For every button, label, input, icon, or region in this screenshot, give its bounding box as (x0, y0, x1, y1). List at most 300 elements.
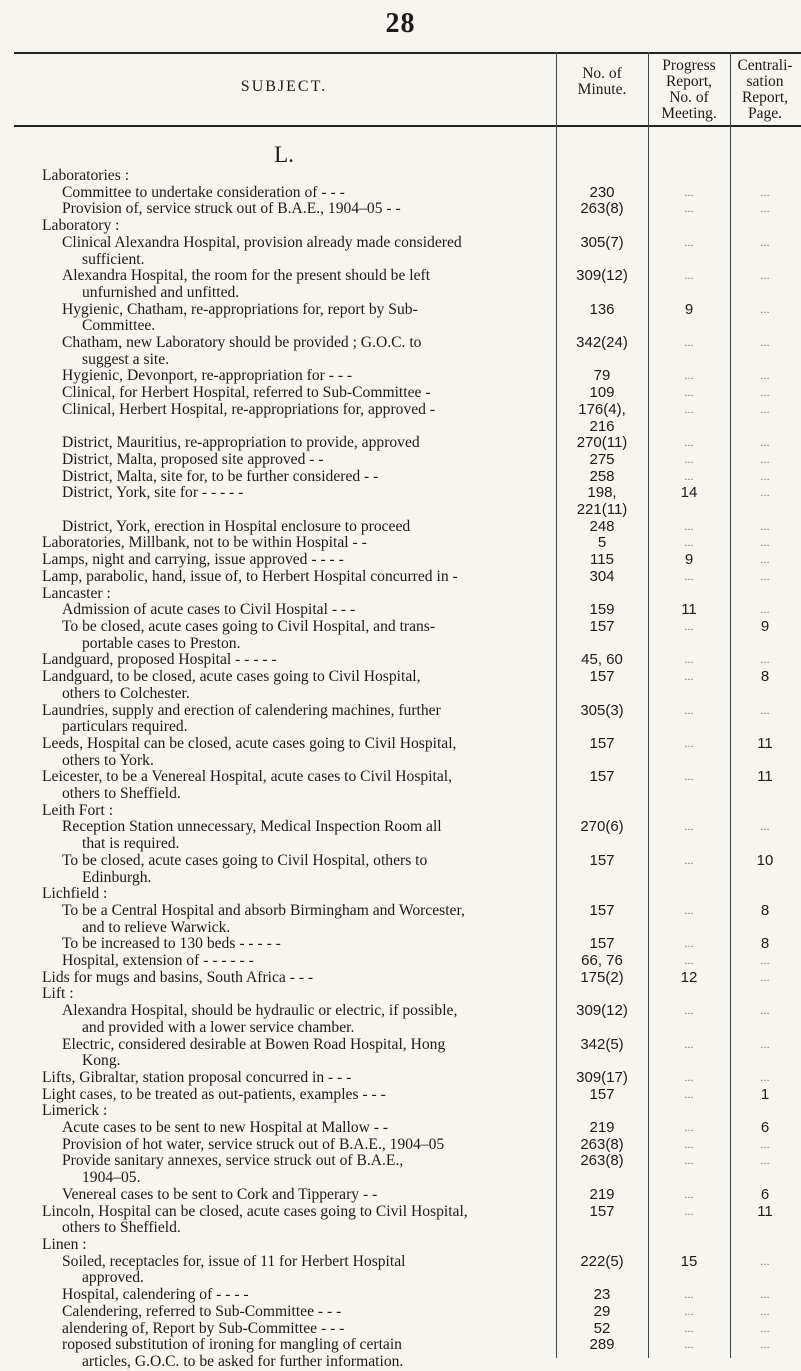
entry-subject-line: District, Mauritius, re-appropriation to provide, approved (62, 434, 420, 452)
minute-number: 222(5) (580, 1252, 624, 1270)
entry-subject-line: Provide sanitary annexes, service struck out of B.A.E., (62, 1152, 404, 1170)
minute-number: 198, (587, 484, 617, 502)
entry-subject-line: To be closed, acute cases going to Civil Hospital, and trans- (62, 617, 436, 635)
centralisation-page: 8 (760, 668, 770, 686)
index-entry (0, 1337, 801, 1370)
progress-report-number: ... (684, 1289, 694, 1302)
centralisation-page: ... (760, 955, 770, 968)
progress-report-number: ... (684, 1088, 694, 1101)
entry-subject-line: Landguard, to be closed, acute cases going to Civil Hospital, (42, 668, 421, 686)
progress-column-header (650, 58, 728, 122)
index-entry (0, 1287, 801, 1304)
minute-number: 263(8) (580, 200, 624, 218)
entry-subject-line: Admission of acute cases to Civil Hospital - - - (62, 601, 356, 619)
entry-subject (0, 1120, 582, 1137)
entry-subject (0, 703, 562, 736)
subject-column-header: SUBJECT. (240, 78, 328, 95)
entry-subject-line: Edinburgh. (82, 868, 152, 886)
index-entry (0, 419, 801, 436)
minute-number: 159 (589, 601, 615, 619)
index-entry (0, 168, 801, 185)
minute-number: 157 (589, 768, 615, 786)
entry-subject (0, 669, 562, 702)
centralisation-page: ... (760, 1305, 770, 1318)
progress-report-number: ... (684, 370, 694, 383)
entry-subject-line: roposed substitution of ironing for mangling of certain (62, 1336, 402, 1354)
minute-number: 157 (589, 617, 615, 635)
entry-subject-line: Committee. (82, 317, 156, 335)
entry-subject-line: To be closed, acute cases going to Civil Hospital, others to (62, 851, 428, 869)
header-line: Minute. (577, 81, 627, 98)
index-entry (0, 819, 801, 852)
centralisation-page: ... (760, 470, 770, 483)
entry-subject (0, 619, 582, 652)
index-entry (0, 703, 801, 736)
minute-number: 309(12) (576, 1002, 628, 1020)
entry-subject-line: and to relieve Warwick. (82, 918, 231, 936)
entry-subject-line: Electric, considered desirable at Bowen Road Hospital, Hong (62, 1035, 446, 1053)
centralisation-page: 11 (757, 1202, 773, 1220)
progress-report-number: ... (684, 1155, 694, 1168)
entry-subject (0, 769, 562, 802)
centralisation-page: ... (760, 1038, 770, 1051)
index-entry (0, 552, 801, 569)
index-entries (0, 168, 801, 1371)
entry-subject-line: Alexandra Hospital, the room for the present should be left (62, 267, 431, 285)
index-entry (0, 1120, 801, 1137)
centralisation-page: ... (760, 971, 770, 984)
index-entry (0, 385, 801, 402)
centralisation-page: ... (760, 654, 770, 667)
progress-report-number: ... (684, 537, 694, 550)
minute-number: 263(8) (580, 1135, 624, 1153)
minute-number: 289 (589, 1336, 615, 1354)
entry-subject (0, 953, 582, 970)
header-line: Progress (662, 57, 716, 74)
entry-subject (0, 302, 582, 335)
entry-subject (0, 552, 562, 569)
index-entry (0, 402, 801, 419)
centralisation-page: 9 (760, 617, 770, 635)
entry-subject-line: Clinical, for Herbert Hospital, referred to Sub-Committee - (62, 384, 431, 402)
index-entry (0, 502, 801, 519)
index-entry (0, 886, 801, 903)
entry-subject-line: Linen : (42, 1236, 87, 1253)
entry-subject-line: 1904–05. (82, 1169, 141, 1187)
entry-subject (0, 419, 582, 436)
entry-subject (0, 535, 562, 552)
minute-number: 221(11) (576, 501, 628, 519)
entry-subject-line: Landguard, proposed Hospital - - - - - (42, 651, 277, 669)
index-entry (0, 435, 801, 452)
progress-report-number: ... (684, 1205, 694, 1218)
progress-report-number: ... (684, 387, 694, 400)
minute-number: 309(12) (576, 267, 628, 285)
centralisation-page: ... (760, 236, 770, 249)
entry-subject-line: Lids for mugs and basins, South Africa - - - (42, 968, 314, 986)
entry-subject (0, 936, 582, 953)
entry-subject-line: Laundries, supply and erection of calendering machines, further (42, 701, 441, 719)
minute-number: 305(7) (580, 233, 624, 251)
entry-subject-line: Provision of, service struck out of B.A.E., 1904–05 - - (62, 200, 401, 218)
minute-number: 157 (589, 901, 615, 919)
progress-report-number: ... (684, 337, 694, 350)
index-entry (0, 452, 801, 469)
entry-subject-line: sufficient. (82, 250, 145, 268)
centralisation-page: ... (760, 403, 770, 416)
index-entry (0, 485, 801, 502)
entry-subject-line: Acute cases to be sent to new Hospital at Mallow - - (62, 1119, 389, 1137)
centralisation-column-header (732, 58, 798, 122)
entry-subject (0, 819, 582, 852)
entry-subject (0, 502, 582, 519)
progress-report-number: ... (684, 1138, 694, 1151)
entry-subject-line: that is required. (82, 835, 180, 853)
progress-report-number: ... (684, 854, 694, 867)
entry-subject (0, 235, 582, 268)
minute-number: 175(2) (580, 968, 624, 986)
index-entry (0, 769, 801, 802)
minute-number: 157 (589, 1085, 615, 1103)
minute-number: 275 (589, 450, 615, 468)
index-entry (0, 1153, 801, 1186)
index-entry (0, 1187, 801, 1204)
progress-report-number: ... (684, 1122, 694, 1135)
entry-subject (0, 1003, 582, 1036)
minute-number: 305(3) (580, 701, 624, 719)
entry-subject (0, 1103, 562, 1120)
progress-report-number: 9 (684, 551, 694, 569)
minute-number: 342(5) (580, 1035, 624, 1053)
header-line: Report, (665, 73, 713, 90)
progress-report-number: ... (684, 1305, 694, 1318)
centralisation-page: ... (760, 1289, 770, 1302)
minute-number: 270(6) (580, 818, 624, 836)
page-number: 28 (385, 8, 416, 39)
header-line: Centrali- (737, 57, 793, 74)
minute-number: 5 (597, 534, 607, 552)
minute-number: 157 (589, 734, 615, 752)
entry-subject-line: Limerick : (42, 1102, 108, 1120)
entry-subject-line: others to Sheffield. (62, 1219, 181, 1237)
index-entry (0, 302, 801, 335)
index-entry (0, 1103, 801, 1120)
entry-subject (0, 736, 562, 769)
entry-subject-line: Alexandra Hospital, should be hydraulic or electric, if possible, (62, 1002, 458, 1020)
entry-subject-line: Leicester, to be a Venereal Hospital, acute cases to Civil Hospital, (42, 768, 453, 786)
entry-subject-line: portable cases to Preston. (82, 634, 241, 652)
centralisation-page: ... (760, 487, 770, 500)
index-entry (0, 803, 801, 820)
minute-number: 219 (589, 1119, 615, 1137)
entry-subject-line: Provision of hot water, service struck out of B.A.E., 1904–05 (62, 1135, 445, 1153)
entry-subject-line: particulars required. (62, 718, 188, 736)
entry-subject (0, 903, 582, 936)
entry-subject-line: District, York, site for - - - - - (62, 484, 244, 502)
progress-report-number: ... (684, 938, 694, 951)
centralisation-page: 11 (757, 734, 773, 752)
centralisation-page: ... (760, 1005, 770, 1018)
entry-subject-line: others to Colchester. (62, 684, 190, 702)
centralisation-page: ... (760, 370, 770, 383)
minute-number: 109 (589, 384, 615, 402)
entry-subject-line: Lift : (42, 985, 74, 1003)
progress-report-number: ... (684, 203, 694, 216)
index-entry (0, 1003, 801, 1036)
entry-subject-line: District, Malta, site for, to be further considered - - (62, 467, 379, 485)
centralisation-page: 6 (760, 1185, 770, 1203)
index-entry (0, 970, 801, 987)
entry-subject (0, 435, 582, 452)
centralisation-page: ... (760, 270, 770, 283)
centralisation-page: ... (760, 1255, 770, 1268)
header-line: Meeting. (661, 105, 717, 122)
entry-subject-line: Leith Fort : (42, 801, 114, 819)
index-entry (0, 1254, 801, 1287)
header-line: No. of (582, 65, 622, 82)
index-entry (0, 669, 801, 702)
entry-subject (0, 886, 562, 903)
entry-subject-line: Clinical, Herbert Hospital, re-appropriations for, approved - (62, 400, 436, 418)
entry-subject (0, 986, 562, 1003)
index-entry (0, 235, 801, 268)
centralisation-page: ... (760, 1339, 770, 1352)
entry-subject (0, 168, 562, 185)
centralisation-page: ... (760, 537, 770, 550)
entry-subject-line: suggest a site. (82, 350, 170, 368)
centralisation-page: 11 (757, 768, 773, 786)
entry-subject-line: Lancaster : (42, 584, 111, 602)
index-entry (0, 903, 801, 936)
entry-subject-line: articles, G.O.C. to be asked for further information. (82, 1352, 404, 1370)
entry-subject-line: Laboratory : (42, 217, 120, 235)
index-entry (0, 469, 801, 486)
header-line: Page. (747, 105, 782, 122)
progress-report-number: ... (684, 654, 694, 667)
index-entry (0, 853, 801, 886)
entry-subject (0, 385, 582, 402)
minute-number: 66, 76 (581, 952, 623, 970)
progress-report-number: ... (684, 1038, 694, 1051)
entry-subject-line: others to Sheffield. (62, 785, 181, 803)
entry-subject-line: District, Malta, proposed site approved - - (62, 450, 324, 468)
entry-subject (0, 335, 582, 368)
entry-subject-line: Hospital, calendering of - - - - (62, 1286, 249, 1304)
entry-subject (0, 1037, 582, 1070)
entry-subject-line: Lichfield : (42, 885, 108, 903)
entry-subject (0, 218, 562, 235)
entry-subject-line: Lamp, parabolic, hand, issue of, to Herbert Hospital concurred in - (42, 567, 458, 585)
entry-subject-line: Hygienic, Devonport, re-appropriation for - - - (62, 367, 353, 385)
entry-subject (0, 402, 582, 419)
progress-report-number: ... (684, 403, 694, 416)
entry-subject (0, 1204, 562, 1237)
entry-subject (0, 1287, 582, 1304)
entry-subject (0, 970, 562, 987)
minute-number: 136 (589, 300, 615, 318)
progress-report-number: ... (684, 186, 694, 199)
index-entry (0, 953, 801, 970)
entry-subject-line: Lincoln, Hospital can be closed, acute cases going to Civil Hospital, (42, 1202, 468, 1220)
minute-number: 157 (589, 1202, 615, 1220)
progress-report-number: ... (684, 570, 694, 583)
centralisation-page: 8 (760, 935, 770, 953)
entry-subject-line: Kong. (82, 1052, 121, 1070)
entry-subject (0, 185, 582, 202)
index-entry (0, 1070, 801, 1087)
progress-report-number: ... (684, 1071, 694, 1084)
entry-subject-line: Leeds, Hospital can be closed, acute cases going to Civil Hospital, (42, 734, 457, 752)
minute-number: 248 (589, 517, 615, 535)
entry-subject-line: Lifts, Gibraltar, station proposal concurred in - - - (42, 1068, 352, 1086)
progress-report-number: ... (684, 704, 694, 717)
entry-subject-line: Hygienic, Chatham, re-appropriations for, report by Sub- (62, 300, 418, 318)
minute-number: 304 (589, 567, 615, 585)
progress-report-number: ... (684, 1188, 694, 1201)
progress-report-number: 15 (680, 1252, 698, 1270)
index-entry (0, 201, 801, 218)
progress-report-number: 11 (681, 601, 697, 619)
entry-subject (0, 469, 582, 486)
index-entry (0, 619, 801, 652)
centralisation-page: ... (760, 453, 770, 466)
header-line: Report, (741, 89, 789, 106)
minute-number: 157 (589, 851, 615, 869)
minute-number: 29 (593, 1302, 611, 1320)
entry-subject-line: unfurnished and unfitted. (82, 283, 240, 301)
minute-number: 258 (589, 467, 615, 485)
index-entry (0, 986, 801, 1003)
index-entry (0, 185, 801, 202)
index-entry (0, 519, 801, 536)
entry-subject (0, 569, 562, 586)
progress-report-number: ... (684, 1322, 694, 1335)
centralisation-page: 10 (756, 851, 774, 869)
entry-subject-line: Clinical Alexandra Hospital, provision already made considered (62, 233, 462, 251)
entry-subject (0, 1153, 582, 1186)
progress-report-number: ... (684, 270, 694, 283)
entry-subject-line: others to York. (62, 751, 154, 769)
entry-subject (0, 602, 582, 619)
centralisation-page: ... (760, 554, 770, 567)
minute-number: 342(24) (576, 334, 628, 352)
minute-column-header (558, 66, 646, 98)
entry-subject-line: Chatham, new Laboratory should be provided ; G.O.C. to (62, 334, 422, 352)
minute-number: 52 (593, 1319, 611, 1337)
entry-subject-line (62, 419, 582, 436)
index-entry (0, 652, 801, 669)
entry-subject (0, 1187, 582, 1204)
index-entry (0, 1087, 801, 1104)
index-entry (0, 218, 801, 235)
entry-subject-line: Laboratories, Millbank, not to be within Hospital - - (42, 534, 367, 552)
centralisation-page: ... (760, 387, 770, 400)
centralisation-page: 6 (760, 1119, 770, 1137)
entry-subject (0, 803, 562, 820)
entry-subject-line: Light cases, to be treated as out-patients, examples - - - (42, 1085, 386, 1103)
header-line: sation (746, 73, 784, 90)
minute-number: 230 (589, 183, 615, 201)
entry-subject (0, 1070, 562, 1087)
index-entry (0, 1037, 801, 1070)
progress-report-number: 12 (680, 968, 698, 986)
entry-subject (0, 1137, 582, 1154)
centralisation-page: ... (760, 1071, 770, 1084)
index-entry (0, 602, 801, 619)
progress-report-number: ... (684, 620, 694, 633)
progress-report-number: ... (684, 1005, 694, 1018)
centralisation-page: ... (760, 337, 770, 350)
index-entry (0, 1304, 801, 1321)
centralisation-page: 1 (760, 1085, 770, 1103)
progress-report-number: ... (684, 1339, 694, 1352)
index-entry (0, 1204, 801, 1237)
entry-subject (0, 853, 582, 886)
progress-report-number: ... (684, 453, 694, 466)
minute-number: 23 (593, 1286, 611, 1304)
header-line: No. of (669, 89, 709, 106)
entry-subject (0, 1254, 582, 1287)
progress-report-number: ... (684, 671, 694, 684)
entry-subject (0, 652, 562, 669)
entry-subject-line: To be a Central Hospital and absorb Birmingham and Worcester, (62, 901, 465, 919)
index-entry (0, 1237, 801, 1254)
index-entry (0, 368, 801, 385)
minute-number: 115 (590, 551, 614, 569)
centralisation-page: ... (760, 604, 770, 617)
centralisation-page: ... (760, 1322, 770, 1335)
section-letter: L. (274, 142, 294, 167)
index-entry (0, 586, 801, 603)
progress-report-number: ... (684, 520, 694, 533)
entry-subject (0, 485, 582, 502)
entry-subject-line: District, York, erection in Hospital enclosure to proceed (62, 517, 411, 535)
minute-number: 309(17) (576, 1068, 628, 1086)
progress-report-number: ... (684, 737, 694, 750)
entry-subject (0, 368, 582, 385)
entry-subject (0, 519, 582, 536)
minute-number: 79 (593, 367, 611, 385)
centralisation-page: ... (760, 704, 770, 717)
minute-number: 157 (589, 668, 615, 686)
entry-subject-line: Soiled, receptacles for, issue of 11 for Herbert Hospital (62, 1252, 406, 1270)
progress-report-number: ... (684, 771, 694, 784)
centralisation-page: ... (760, 303, 770, 316)
entry-subject-line: Hospital, extension of - - - - - - (62, 952, 254, 970)
minute-number: 45, 60 (581, 651, 623, 669)
header-top-rule (14, 52, 801, 54)
index-entry (0, 1321, 801, 1338)
progress-report-number: 9 (684, 300, 694, 318)
centralisation-page: ... (760, 821, 770, 834)
entry-subject-line: Committee to undertake consideration of - - - (62, 183, 345, 201)
minute-number: 263(8) (580, 1152, 624, 1170)
index-entry (0, 335, 801, 368)
entry-subject-line: Venereal cases to be sent to Cork and Tipperary - - (62, 1185, 378, 1203)
entry-subject (0, 1304, 582, 1321)
index-entry (0, 268, 801, 301)
centralisation-page: ... (760, 570, 770, 583)
entry-subject-line: Calendering, referred to Sub-Committee - - - (62, 1302, 342, 1320)
centralisation-page: ... (760, 1155, 770, 1168)
entry-subject-line: and provided with a lower service chamber. (82, 1018, 355, 1036)
index-entry (0, 569, 801, 586)
index-entry (0, 1137, 801, 1154)
entry-subject (0, 452, 582, 469)
index-entry (0, 736, 801, 769)
progress-report-number: ... (684, 470, 694, 483)
entry-subject-line: Lamps, night and carrying, issue approved - - - - (42, 551, 344, 569)
